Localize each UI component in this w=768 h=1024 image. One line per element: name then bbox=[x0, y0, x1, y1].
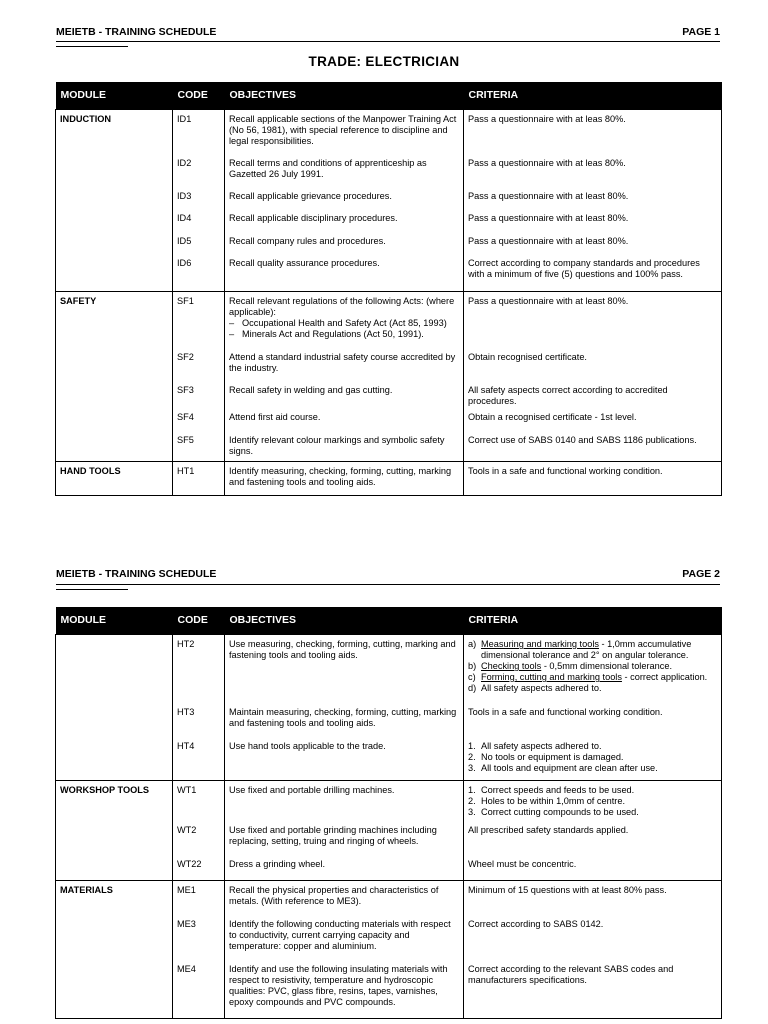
codes-cell bbox=[173, 635, 225, 781]
criteria-text: Correct speeds and feeds to be used. bbox=[481, 785, 635, 795]
code-ht1: HT1 bbox=[173, 462, 225, 496]
list-item bbox=[468, 683, 716, 694]
code-wt1: WT1 bbox=[177, 785, 197, 795]
underlined-term: Forming, cutting and marking tools bbox=[481, 672, 622, 682]
criteria-sf5: Correct use of SABS 0140 and SABS 1186 publications. bbox=[468, 435, 697, 445]
sf1-intro: Recall relevant regulations of the following Acts: (where applicable): bbox=[229, 296, 455, 317]
underlined-term: Measuring and marking tools bbox=[481, 639, 599, 649]
criteria-text: All tools and equipment are clean after use. bbox=[481, 763, 658, 773]
criteria-text: All safety aspects adhered to. bbox=[481, 741, 602, 751]
list-marker: 3. bbox=[468, 763, 476, 773]
criteria-me1: Minimum of 15 questions with at least 80% pass. bbox=[468, 885, 667, 895]
criteria-sf1: Pass a questionnaire with at least 80%. bbox=[468, 296, 629, 306]
page1-header-rule bbox=[56, 41, 720, 42]
dash-bullet: – bbox=[229, 318, 235, 328]
criteria-text: No tools or equipment is damaged. bbox=[481, 752, 624, 762]
objective-id5: Recall company rules and procedures. bbox=[229, 236, 386, 246]
list-marker: 1. bbox=[468, 741, 476, 751]
code-sf5: SF5 bbox=[177, 435, 194, 445]
objective-id4: Recall applicable disciplinary procedures. bbox=[229, 213, 398, 223]
objective-id6: Recall quality assurance procedures. bbox=[229, 258, 380, 268]
page2-header-rule bbox=[56, 584, 720, 585]
page2-header bbox=[56, 568, 720, 580]
module-workshop-tools: WORKSHOP TOOLS bbox=[56, 781, 173, 881]
page2-page-label: PAGE 2 bbox=[682, 568, 720, 580]
table-row-hand-tools-continued bbox=[56, 635, 722, 781]
col-code: CODE bbox=[173, 607, 225, 635]
ht2-criteria-list bbox=[468, 639, 716, 694]
list-marker: 3. bbox=[468, 807, 476, 817]
list-item bbox=[468, 785, 716, 796]
page1-header bbox=[56, 26, 720, 38]
objectives-cell bbox=[225, 635, 464, 781]
criteria-ht4 bbox=[468, 741, 716, 775]
objectives-cell bbox=[225, 881, 464, 1019]
code-id4: ID4 bbox=[177, 213, 192, 223]
criteria-text: - 0,5mm dimensional tolerance. bbox=[541, 661, 672, 671]
criteria-ht1: Tools in a safe and functional working condition. bbox=[464, 462, 722, 496]
code-sf3: SF3 bbox=[177, 385, 194, 395]
list-item bbox=[468, 741, 716, 752]
col-objectives: OBJECTIVES bbox=[225, 607, 464, 635]
list-item bbox=[468, 661, 716, 672]
code-ht3: HT3 bbox=[177, 707, 195, 717]
objective-me4: Identify and use the following insulating materials with respect to resistivity, temperature and hydroscopic qualities: PVC, glass fibre, resins, tapes, varnishes, epoxy compounds and PVC compounds. bbox=[229, 964, 448, 1007]
objective-sf4: Attend first aid course. bbox=[229, 412, 321, 422]
criteria-text: Holes to be within 1,0mm of centre. bbox=[481, 796, 626, 806]
criteria-sf2: Obtain recognised certificate. bbox=[468, 352, 587, 362]
code-id2: ID2 bbox=[177, 158, 192, 168]
page1-page-label: PAGE 1 bbox=[682, 26, 720, 38]
criteria-id1: Pass a questionnaire with at leas 80%. bbox=[468, 114, 626, 124]
list-marker: 2. bbox=[468, 796, 476, 806]
objective-ht1: Identify measuring, checking, forming, cutting, marking and fastening tools and tooling aids. bbox=[225, 462, 464, 496]
codes-cell bbox=[173, 292, 225, 462]
col-module: MODULE bbox=[56, 82, 173, 110]
page2-schedule-table bbox=[55, 607, 722, 1019]
list-item bbox=[468, 639, 716, 661]
code-me1: ME1 bbox=[177, 885, 196, 895]
criteria-wt2: All prescribed safety standards applied. bbox=[468, 825, 629, 835]
objective-wt22: Dress a grinding wheel. bbox=[229, 859, 326, 869]
criteria-text: - 1,0mm accumulative dimensional tolerance and 2° on angular tolerance. bbox=[481, 639, 692, 660]
code-ht2: HT2 bbox=[177, 639, 195, 649]
objective-me1: Recall the physical properties and characteristics of metals. (With reference to ME3). bbox=[229, 885, 439, 906]
criteria-ht3: Tools in a safe and functional working condition. bbox=[468, 707, 663, 717]
criteria-cell bbox=[464, 881, 722, 1019]
criteria-sf4: Obtain a recognised certificate - 1st level. bbox=[468, 412, 637, 422]
list-item bbox=[468, 763, 716, 774]
code-id3: ID3 bbox=[177, 191, 192, 201]
wt1-criteria-list bbox=[468, 785, 716, 818]
module-hand-tools: HAND TOOLS bbox=[56, 462, 173, 496]
objective-id3: Recall applicable grievance procedures. bbox=[229, 191, 392, 201]
list-item bbox=[468, 672, 716, 683]
objective-sf2: Attend a standard industrial safety course accredited by the industry. bbox=[229, 352, 456, 373]
sf1-acts-list bbox=[229, 318, 458, 340]
criteria-text: Correct cutting compounds to be used. bbox=[481, 807, 639, 817]
objective-sf3: Recall safety in welding and gas cutting. bbox=[229, 385, 393, 395]
ht4-criteria-list bbox=[468, 741, 716, 774]
table-header-row bbox=[56, 607, 722, 635]
objective-ht3: Maintain measuring, checking, forming, cutting, marking and fastening tools and tooling aids. bbox=[229, 707, 457, 728]
code-me4: ME4 bbox=[177, 964, 196, 974]
code-sf1: SF1 bbox=[177, 296, 194, 306]
list-item bbox=[468, 807, 716, 818]
criteria-me3: Correct according to SABS 0142. bbox=[468, 919, 604, 929]
objective-me3: Identify the following conducting materials with respect to conductivity, current carrying capacity and temperature: copper and aluminium. bbox=[229, 919, 451, 951]
list-marker: c) bbox=[468, 672, 476, 682]
col-criteria: CRITERIA bbox=[464, 607, 722, 635]
objective-wt2: Use fixed and portable grinding machines including replacing, setting, truing and ringing of wheels. bbox=[229, 825, 437, 846]
objective-sf5: Identify relevant colour markings and symbolic safety signs. bbox=[229, 435, 445, 456]
trade-title: TRADE: ELECTRICIAN bbox=[308, 54, 460, 69]
objectives-cell bbox=[225, 292, 464, 462]
criteria-cell bbox=[464, 635, 722, 781]
list-item bbox=[229, 318, 458, 329]
code-ht4: HT4 bbox=[177, 741, 195, 751]
page1-header-title: MEIETB - TRAINING SCHEDULE bbox=[56, 26, 217, 38]
table-header-row bbox=[56, 82, 722, 110]
code-wt2: WT2 bbox=[177, 825, 197, 835]
code-me3: ME3 bbox=[177, 919, 196, 929]
page2-header-short-rule bbox=[56, 589, 128, 590]
criteria-text: - correct application. bbox=[621, 672, 708, 682]
list-marker: 1. bbox=[468, 785, 476, 795]
objectives-cell bbox=[225, 110, 464, 292]
criteria-me4: Correct according to the relevant SABS codes and manufacturers specifications. bbox=[468, 964, 674, 985]
col-criteria: CRITERIA bbox=[464, 82, 722, 110]
objective-sf1 bbox=[229, 296, 458, 352]
list-marker: 2. bbox=[468, 752, 476, 762]
criteria-id4: Pass a questionnaire with at least 80%. bbox=[468, 213, 629, 223]
table-row-workshop-tools bbox=[56, 781, 722, 881]
list-marker: d) bbox=[468, 683, 477, 693]
codes-cell bbox=[173, 110, 225, 292]
module-blank bbox=[56, 635, 173, 781]
criteria-id2: Pass a questionnaire with at leas 80%. bbox=[468, 158, 626, 168]
objective-ht4: Use hand tools applicable to the trade. bbox=[229, 741, 386, 751]
col-code: CODE bbox=[173, 82, 225, 110]
act-ohs: Occupational Health and Safety Act (Act 85, 1993) bbox=[242, 318, 447, 328]
criteria-cell bbox=[464, 292, 722, 462]
objective-ht2: Use measuring, checking, forming, cutting, marking and fastening tools and tooling aids. bbox=[229, 639, 456, 660]
list-item bbox=[229, 329, 458, 340]
module-safety: SAFETY bbox=[56, 292, 173, 462]
code-id1: ID1 bbox=[177, 114, 192, 124]
objectives-cell bbox=[225, 781, 464, 881]
table-row-safety bbox=[56, 292, 722, 462]
criteria-sf3: All safety aspects correct according to accredited procedures. bbox=[468, 385, 668, 406]
code-id6: ID6 bbox=[177, 258, 192, 268]
page2-header-title: MEIETB - TRAINING SCHEDULE bbox=[56, 568, 217, 580]
list-marker: b) bbox=[468, 661, 477, 671]
list-item bbox=[468, 752, 716, 763]
module-materials: MATERIALS bbox=[56, 881, 173, 1019]
criteria-wt1 bbox=[468, 785, 716, 825]
criteria-id6: Correct according to company standards and procedures with a minimum of five (5) questions and 100% pass. bbox=[468, 258, 700, 279]
objective-wt1: Use fixed and portable drilling machines. bbox=[229, 785, 395, 795]
table-row-hand-tools bbox=[56, 462, 722, 496]
criteria-cell bbox=[464, 110, 722, 292]
page1-header-short-rule bbox=[56, 46, 128, 47]
dash-bullet: – bbox=[229, 329, 235, 339]
list-marker: a) bbox=[468, 639, 477, 649]
codes-cell bbox=[173, 781, 225, 881]
act-minerals: Minerals Act and Regulations (Act 50, 1991). bbox=[242, 329, 424, 339]
code-sf2: SF2 bbox=[177, 352, 194, 362]
criteria-wt22: Wheel must be concentric. bbox=[468, 859, 577, 869]
objective-id2: Recall terms and conditions of apprenticeship as Gazetted 26 July 1991. bbox=[229, 158, 427, 179]
col-module: MODULE bbox=[56, 607, 173, 635]
underlined-term: Checking tools bbox=[481, 661, 542, 671]
table-row-induction bbox=[56, 110, 722, 292]
col-objectives: OBJECTIVES bbox=[225, 82, 464, 110]
codes-cell bbox=[173, 881, 225, 1019]
page1-schedule-table bbox=[55, 82, 722, 496]
criteria-ht2 bbox=[468, 639, 716, 707]
module-induction: INDUCTION bbox=[56, 110, 173, 292]
criteria-cell bbox=[464, 781, 722, 881]
code-id5: ID5 bbox=[177, 236, 192, 246]
table-row-materials bbox=[56, 881, 722, 1019]
criteria-text: All safety aspects adhered to. bbox=[481, 683, 602, 693]
code-sf4: SF4 bbox=[177, 412, 194, 422]
code-wt22: WT22 bbox=[177, 859, 202, 869]
objective-id1: Recall applicable sections of the Manpower Training Act (No 56, 1981), with special reference to discipline and legal responsibilities. bbox=[229, 114, 457, 146]
criteria-id5: Pass a questionnaire with at least 80%. bbox=[468, 236, 629, 246]
criteria-id3: Pass a questionnaire with at least 80%. bbox=[468, 191, 629, 201]
list-item bbox=[468, 796, 716, 807]
